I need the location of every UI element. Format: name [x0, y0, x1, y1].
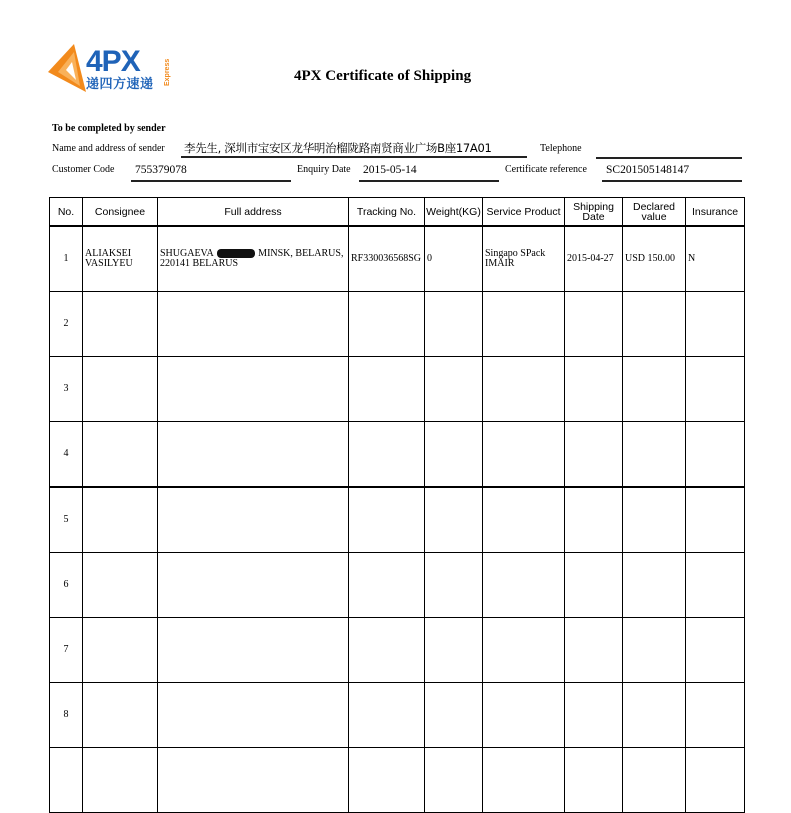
- certificate-reference-value: SC201505148147: [606, 164, 690, 176]
- table-header-row: [50, 198, 745, 227]
- row-declared-value: USD 150.00: [623, 226, 686, 292]
- enquiry-date-underline: [359, 180, 499, 182]
- logo-side-text: Express: [164, 58, 171, 86]
- table-row: [50, 422, 745, 488]
- table-row: [50, 487, 745, 553]
- telephone-label: Telephone: [540, 143, 582, 154]
- table-row: [50, 226, 745, 292]
- customer-code-label: Customer Code: [52, 164, 115, 175]
- address-before-redaction: SHUGAEVA: [160, 248, 214, 259]
- name-address-underline: [181, 156, 527, 158]
- redaction-mark: [217, 249, 255, 258]
- logo-chinese-name: 递四方速递: [86, 77, 154, 92]
- row-no: 5: [50, 487, 83, 553]
- header-service-product: Service Product: [483, 198, 565, 227]
- logo-wordmark: 4PX: [86, 45, 140, 78]
- row-insurance: N: [686, 226, 745, 292]
- certificate-reference-label: Certificate reference: [505, 164, 587, 175]
- row-no: 7: [50, 618, 83, 683]
- enquiry-date-label: Enquiry Date: [297, 164, 351, 175]
- shipping-table: [49, 197, 745, 813]
- row-no: 4: [50, 422, 83, 488]
- name-address-label: Name and address of sender: [52, 143, 165, 154]
- telephone-underline: [596, 157, 742, 159]
- row-no: 1: [50, 226, 83, 292]
- row-shipping-date: 2015-04-27: [565, 226, 623, 292]
- row-tracking-no: RF330036568SG: [349, 226, 425, 292]
- header-shipping-date: Shipping Date: [565, 198, 623, 227]
- enquiry-date-value: 2015-05-14: [363, 164, 417, 176]
- table-row: [50, 292, 745, 357]
- row-consignee: ALIAKSEI VASILYEU: [83, 226, 158, 292]
- table-row: [50, 683, 745, 748]
- certificate-reference-underline: [602, 180, 742, 182]
- row-no: 8: [50, 683, 83, 748]
- row-service-product: Singapo SPack IMAIR: [483, 226, 565, 292]
- row-full-address: [158, 226, 349, 292]
- row-no: 6: [50, 553, 83, 618]
- row-no: 3: [50, 357, 83, 422]
- header-insurance: Insurance: [686, 198, 745, 227]
- header-tracking-no: Tracking No.: [349, 198, 425, 227]
- name-address-value: 李先生, 深圳市宝安区龙华明治榴陇路南贤商业广场B座17A01: [184, 141, 492, 155]
- table-row: [50, 553, 745, 618]
- address-after-redaction: MINSK, BELARUS, 220141 BELARUS: [160, 248, 344, 269]
- header-weight: Weight(KG): [425, 198, 483, 227]
- header-declared-value: Declared value: [623, 198, 686, 227]
- table-row: [50, 618, 745, 683]
- table-row: [50, 748, 745, 813]
- customer-code-underline: [131, 180, 291, 182]
- company-logo: [48, 44, 180, 96]
- row-no: [50, 748, 83, 813]
- document-title: 4PX Certificate of Shipping: [294, 68, 472, 84]
- header-no: No.: [50, 198, 83, 227]
- customer-code-value: 755379078: [135, 164, 187, 176]
- row-no: 2: [50, 292, 83, 357]
- section-label: To be completed by sender: [52, 123, 166, 134]
- table-row: [50, 357, 745, 422]
- header-consignee: Consignee: [83, 198, 158, 227]
- header-full-address: Full address: [158, 198, 349, 227]
- row-weight: 0: [425, 226, 483, 292]
